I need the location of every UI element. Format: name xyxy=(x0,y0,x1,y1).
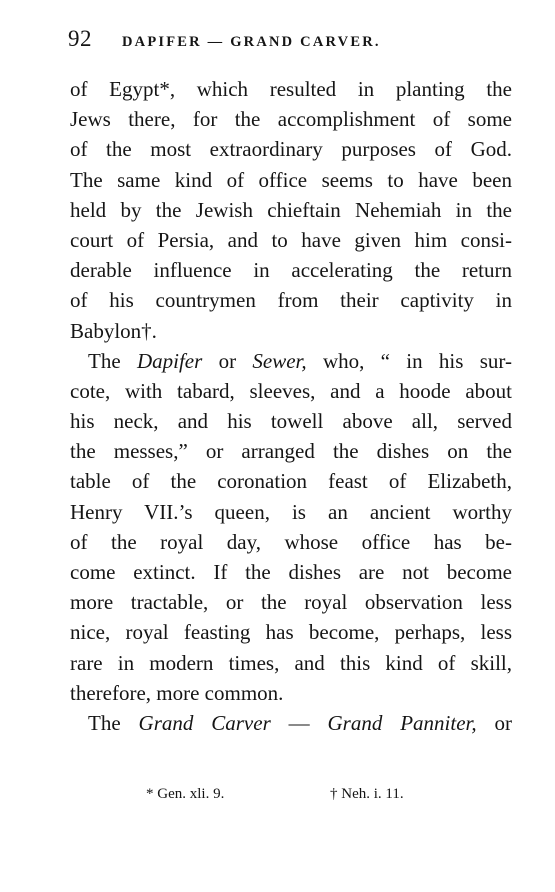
text-line: of the most extraordinary purposes of God. xyxy=(70,137,512,162)
text-line: more tractable, or the royal observation less xyxy=(70,590,512,615)
text-line: of Egypt*, which resulted in planting the xyxy=(70,77,512,101)
running-header xyxy=(68,26,508,54)
text-line: Babylon†. xyxy=(70,318,157,343)
text-line: Jews there, for the accomplishment of some xyxy=(70,107,512,132)
body-text xyxy=(70,74,512,738)
text-line: cote, with tabard, sleeves, and a hoode about xyxy=(70,378,512,403)
text-line: held by the Jewish chieftain Nehemiah in the xyxy=(70,197,512,222)
text-line: of his countrymen from their captivity in xyxy=(70,288,512,313)
footnote: † Neh. i. 11. xyxy=(330,786,404,802)
text-line: court of Persia, and to have given him consi- xyxy=(70,227,512,252)
text-line: come extinct. If the dishes are not become xyxy=(70,560,512,584)
text-line: of the royal day, whose office has be- xyxy=(70,529,512,554)
footnotes xyxy=(70,786,512,812)
text-line: table of the coronation feast of Elizabeth, xyxy=(70,469,512,494)
running-head-title: DAPIFER — GRAND CARVER. xyxy=(122,34,381,50)
text-line: The Grand Carver — Grand Panniter, or xyxy=(88,710,512,735)
text-line: derable influence in accelerating the return xyxy=(70,258,512,283)
text-line: The Dapifer or Sewer, who, “ in his sur- xyxy=(88,348,512,373)
footnote: * Gen. xli. 9. xyxy=(146,786,225,802)
text-line: Henry VII.’s queen, is an ancient worthy xyxy=(70,499,512,524)
text-line: nice, royal feasting has become, perhaps, less xyxy=(70,620,512,645)
text-line: the messes,” or arranged the dishes on the xyxy=(70,439,512,464)
text-line: rare in modern times, and this kind of skill, xyxy=(70,650,512,675)
text-line: The same kind of office seems to have been xyxy=(70,167,512,192)
text-line: therefore, more common. xyxy=(70,680,284,705)
text-line: his neck, and his towell above all, served xyxy=(70,409,512,434)
page-number: 92 xyxy=(68,26,92,51)
